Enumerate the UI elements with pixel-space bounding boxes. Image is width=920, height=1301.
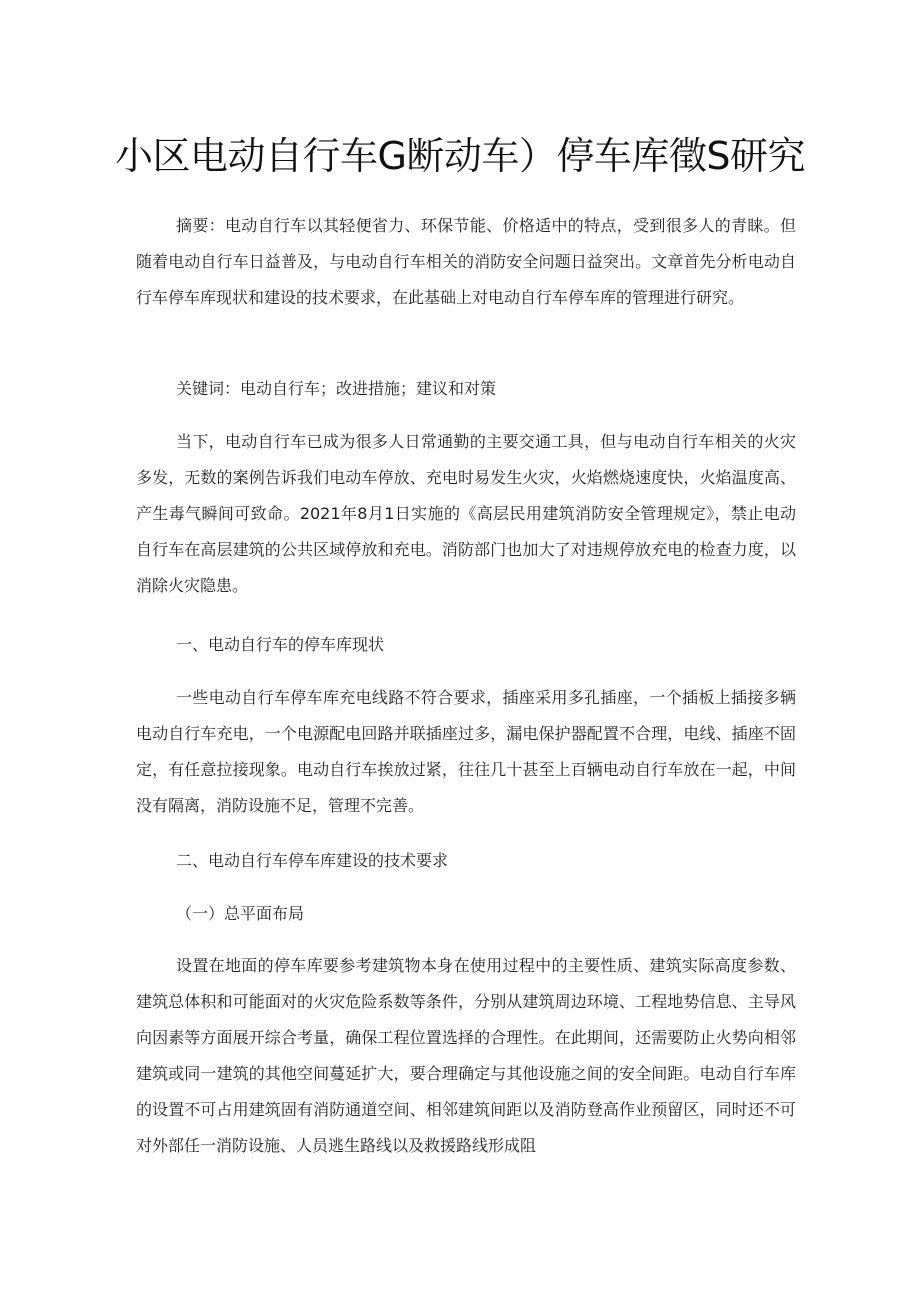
intro-paragraph: 当下，电动自行车已成为很多人日常通勤的主要交通工具，但与电动自行车相关的火灾多发，无数的案例告诉我们电动车停放、充电时易发生火灾，火焰燃烧速度快，火焰温度高、产生毒气瞬间可致命。2021年8月1日实施的《高层民用建筑消防安全管理规定》，禁止电动自行车在高层建筑的公共区域停放和充电。消防部门也加大了对违规停放充电的检查力度，以消除火灾隐患。 (136, 432, 796, 595)
subsection-layout-paragraph: 设置在地面的停车库要参考建筑物本身在使用过程中的主要性质、建筑实际高度参数、建筑总体积和可能面对的火灾危险系数等条件，分别从建筑周边环境、工程地势信息、主导风向因素等方面展开综合考量，确保工程位置选择的合理性。在此期间，还需要防止火势向相邻建筑或同一建筑的其他空间蔓延扩大，要合理确定与其他设施之间的安全间距。电动自行车库的设置不可占用建筑固有消防通道空间、相邻建筑间距以及消防登高作业预留区，同时还不可对外部任一消防设施、人员逃生路线以及救援路线形成阻 (136, 956, 796, 1155)
keywords-paragraph: 关键词：电动自行车；改进措施；建议和对策 (176, 379, 497, 398)
abstract-paragraph: 摘要：电动自行车以其轻便省力、环保节能、价格适中的特点，受到很多人的青睐。但随着电动自行车日益普及，与电动自行车相关的消防安全问题日益突出。文章首先分析电动自行车停车库现状和建设的技术要求，在此基础上对电动自行车停车库的管理进行研究。 (136, 216, 796, 307)
section-status-paragraph: 一些电动自行车停车库充电线路不符合要求，插座采用多孔插座，一个插板上插接多辆电动自行车充电，一个电源配电回路并联插座过多，漏电保护器配置不合理，电线、插座不固定，有任意拉接现象。电动自行车挨放过紧，往往几十甚至上百辆电动自行车放在一起，中间没有隔离，消防设施不足，管理不完善。 (136, 688, 796, 815)
subsection-heading-layout: （一）总平面布局 (176, 904, 305, 923)
section-heading-status: 一、电动自行车的停车库现状 (176, 635, 385, 654)
section-heading-technical-requirements: 二、电动自行车停车库建设的技术要求 (176, 851, 449, 870)
document-title: 小区电动自行车G断动车）停车库徵S研究 (114, 134, 806, 178)
